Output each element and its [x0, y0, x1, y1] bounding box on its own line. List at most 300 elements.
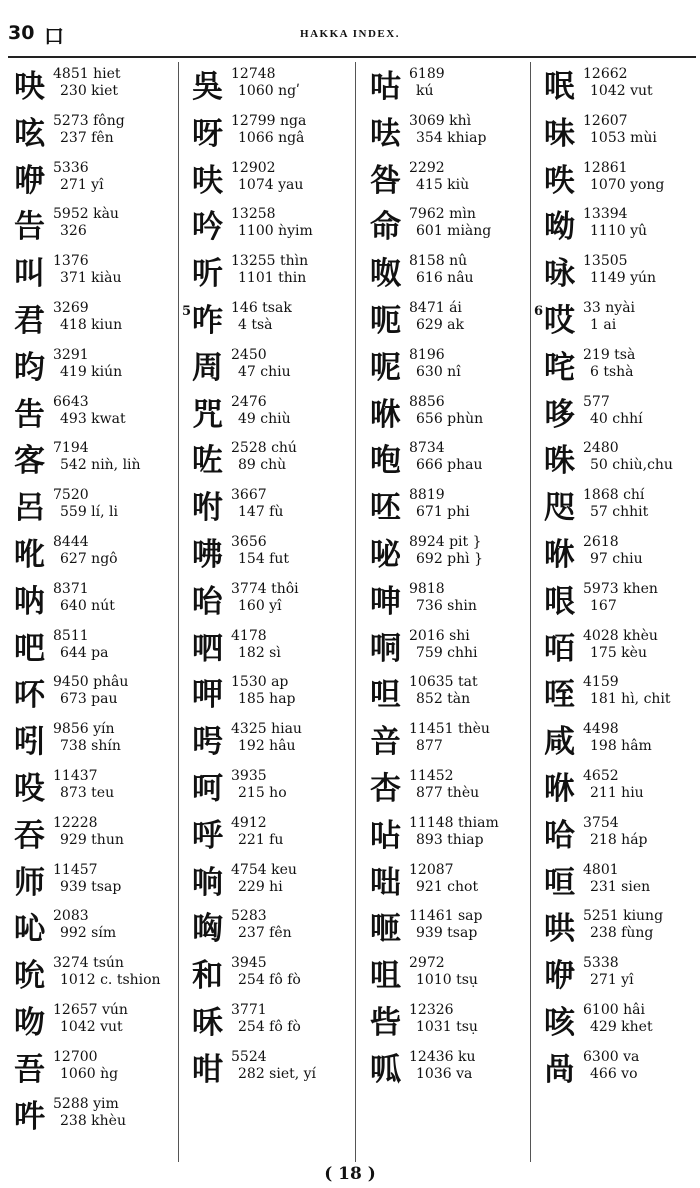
reference-line-1: 3656: [231, 533, 267, 550]
page-footer-number: ( 18 ): [324, 1164, 376, 1184]
reference-line-1: 5973 khen: [583, 580, 658, 597]
index-entry: [544, 670, 700, 717]
reference-line-1: 3945: [231, 955, 267, 972]
index-entry: [14, 951, 179, 998]
index-entry: [182, 296, 354, 343]
reference-line-2: 192 hâu: [238, 738, 296, 755]
reference-line-2: 230 kiet: [60, 83, 119, 99]
reference-line-1: 12861: [583, 159, 628, 176]
index-entry: [192, 202, 354, 249]
chinese-character: 吷: [14, 69, 45, 105]
reference-line-1: 8511: [53, 627, 89, 644]
reference-line-1: 5273 fông: [53, 112, 125, 129]
reference-line-2: 1042 vut: [60, 1018, 123, 1035]
reference-line-2: 47 chiu: [238, 363, 291, 380]
reference-line-1: 5338: [583, 955, 619, 972]
reference-line-1: 2972: [409, 955, 445, 972]
reference-line-2: 601 miàng: [416, 223, 492, 240]
reference-line-1: 4801: [583, 861, 619, 878]
index-entry: [544, 530, 700, 577]
reference-line-1: 8196: [409, 346, 445, 363]
reference-line-2: 921 chot: [416, 878, 479, 895]
index-entry: [544, 904, 700, 951]
column-divider: [530, 62, 531, 1162]
reference-line-1: 4754 keu: [231, 861, 297, 878]
reference-line-1: 4851 hiet: [53, 66, 121, 82]
chinese-character: 吾: [14, 1051, 45, 1088]
index-entry: [14, 670, 179, 717]
reference-line-1: 33 nyài: [583, 299, 636, 316]
reference-line-2: 736 shin: [416, 597, 477, 614]
index-entry: [370, 904, 530, 951]
reference-line-1: 7520: [53, 487, 89, 504]
reference-line-2: 692 phì }: [416, 550, 483, 567]
reference-line-1: 4325 hiau: [231, 721, 302, 738]
reference-line-1: 1868 chí: [583, 487, 645, 504]
index-entry: [192, 343, 354, 390]
reference-line-2: 418 kiun: [60, 316, 123, 333]
reference-line-1: 6643: [53, 393, 89, 410]
reference-line-1: 8924 pit }: [409, 533, 482, 550]
reference-line-1: 2480: [583, 440, 619, 457]
reference-line-1: 12228: [53, 814, 98, 831]
reference-line-1: 12902: [231, 159, 276, 176]
chinese-character: 呦: [544, 209, 575, 246]
chinese-character: 咈: [192, 536, 223, 573]
reference-line-1: 3754: [583, 814, 619, 831]
index-entry: [14, 156, 179, 203]
chinese-character: 咗: [192, 443, 223, 480]
index-entry: [544, 202, 700, 249]
chinese-character: 呡: [544, 69, 575, 105]
reference-line-2: 929 thun: [60, 831, 124, 848]
chinese-character: 咏: [544, 256, 575, 293]
reference-line-2: 218 háp: [590, 831, 648, 848]
reference-line-2: 221 fu: [238, 831, 284, 848]
reference-line-1: 11451 thèu: [409, 721, 490, 738]
chinese-character: 咤: [544, 349, 575, 386]
reference-line-1: 13505: [583, 253, 628, 270]
index-column-1: [14, 62, 179, 1162]
chinese-character: 哃: [370, 630, 401, 667]
index-column-2: [182, 62, 354, 1162]
reference-line-1: 2016 shi: [409, 627, 470, 644]
index-entry: [370, 624, 530, 671]
reference-line-2: 1 ai: [590, 316, 617, 333]
chinese-character: 杏: [370, 770, 401, 807]
reference-line-2: 630 nî: [416, 363, 461, 380]
index-entry: [544, 390, 700, 437]
reference-line-2: 1074 yau: [238, 176, 304, 193]
page-number: 30: [8, 22, 35, 44]
reference-line-2: 629 ak: [416, 316, 465, 333]
reference-line-1: 12326: [409, 1001, 454, 1018]
reference-line-2: 992 sím: [60, 925, 117, 942]
reference-line-1: 12436 ku: [409, 1048, 476, 1065]
reference-line-2: 1010 tsụ: [416, 972, 478, 989]
reference-line-2: 6 tshà: [590, 363, 634, 380]
reference-line-2: 57 chhit: [590, 504, 649, 521]
chinese-character: 咂: [370, 911, 401, 948]
chinese-character: 命: [370, 209, 401, 246]
index-entry: [14, 390, 179, 437]
reference-line-2: 237 fên: [238, 925, 292, 942]
reference-line-2: 627 ngô: [60, 550, 118, 567]
index-entry: [192, 998, 354, 1045]
reference-line-2: 371 kiàu: [60, 270, 122, 287]
chinese-character: 吳: [192, 69, 223, 105]
reference-line-1: 11148 thiam: [409, 814, 499, 831]
chinese-character: 哆: [544, 396, 575, 433]
reference-line-2: 238 khèu: [60, 1112, 126, 1129]
reference-line-1: 7962 mìn: [409, 206, 476, 223]
reference-line-2: 40 chhí: [590, 410, 643, 427]
index-entry: [192, 764, 354, 811]
reference-line-2: 1110 yû: [590, 223, 648, 240]
reference-line-2: 759 chhi: [416, 644, 478, 661]
index-column-4: [534, 62, 700, 1162]
index-entry: [544, 858, 700, 905]
chinese-character: 呹: [544, 162, 575, 199]
chinese-character: 周: [192, 349, 223, 386]
reference-line-2: 147 fù: [238, 504, 284, 521]
reference-line-1: 5952 kàu: [53, 206, 119, 223]
reference-line-1: 146 tsak: [231, 299, 292, 316]
index-entry: [370, 951, 530, 998]
index-entry: [544, 764, 700, 811]
chinese-character: 君: [14, 302, 45, 339]
reference-line-1: 10635 tat: [409, 674, 478, 691]
index-entry: [14, 998, 179, 1045]
reference-line-1: 3269: [53, 299, 89, 316]
reference-line-1: 13255 thìn: [231, 253, 309, 270]
reference-line-2: 493 kwat: [60, 410, 126, 427]
index-entry: [370, 296, 530, 343]
index-entry: [534, 296, 700, 343]
chinese-character: 咄: [370, 864, 401, 901]
reference-line-2: 939 tsap: [416, 925, 478, 942]
index-entry: [544, 343, 700, 390]
reference-line-1: 5524: [231, 1048, 267, 1065]
reference-line-2: 893 thiap: [416, 831, 484, 848]
chinese-character: 呵: [192, 770, 223, 807]
chinese-character: 哅: [192, 911, 223, 948]
reference-line-1: 12087: [409, 861, 454, 878]
page-header: [0, 0, 700, 58]
reference-line-1: 6300 va: [583, 1048, 640, 1065]
reference-line-2: 429 khet: [590, 1018, 653, 1035]
reference-line-1: 6100 hâi: [583, 1001, 645, 1018]
reference-line-1: 13394: [583, 206, 628, 223]
index-entry: [192, 670, 354, 717]
reference-line-2: 852 tàn: [416, 691, 471, 708]
chinese-character: 咫: [544, 490, 575, 527]
page-title: HAKKA INDEX.: [300, 28, 400, 40]
chinese-character: 咀: [370, 958, 401, 995]
chinese-character: 味: [544, 115, 575, 152]
index-entry: [192, 624, 354, 671]
index-entry: [370, 483, 530, 530]
column-divider: [355, 62, 356, 1162]
index-entry: [370, 577, 530, 624]
chinese-character: 呾: [370, 677, 401, 714]
reference-line-1: 11437: [53, 767, 98, 784]
reference-line-1: 8856: [409, 393, 445, 410]
chinese-character: 呻: [370, 583, 401, 620]
index-entry: [14, 811, 179, 858]
reference-line-1: 4178: [231, 627, 267, 644]
chinese-character: 呶: [370, 256, 401, 293]
reference-line-1: 3774 thôi: [231, 580, 299, 597]
reference-line-2: 415 kiù: [416, 176, 470, 193]
reference-line-2: kú: [416, 83, 434, 99]
index-entry: [14, 436, 179, 483]
index-entry: [14, 764, 179, 811]
reference-line-1: 13258: [231, 206, 276, 223]
index-entry: [544, 717, 700, 764]
reference-line-2: 89 chù: [238, 457, 287, 474]
reference-line-2: 238 fùng: [590, 925, 654, 942]
chinese-character: 哈: [544, 817, 575, 854]
reference-line-1: 5283: [231, 908, 267, 925]
index-entry: [370, 156, 530, 203]
reference-line-2: 271 yî: [590, 972, 634, 989]
chinese-character: 吟: [192, 209, 223, 246]
index-entry: [370, 249, 530, 296]
index-entry: [192, 390, 354, 437]
index-entry: [544, 109, 700, 156]
index-entry: [14, 577, 179, 624]
chinese-character: 呼: [192, 817, 223, 854]
index-entry: [370, 530, 530, 577]
reference-line-1: 8371: [53, 580, 89, 597]
chinese-character: 呸: [370, 490, 401, 527]
reference-line-1: 11461 sap: [409, 908, 483, 925]
reference-line-2: 50 chiù,chu: [590, 457, 673, 474]
reference-line-2: 326: [60, 223, 87, 240]
reference-line-2: 254 fô fò: [238, 972, 301, 989]
chinese-character: 吺: [14, 770, 45, 807]
index-entry: [14, 296, 179, 343]
index-entry: [14, 62, 179, 109]
index-entry: [370, 998, 530, 1045]
chinese-character: 咋: [192, 302, 223, 339]
index-entry: [14, 904, 179, 951]
reference-line-1: 2292: [409, 159, 445, 176]
reference-line-1: 577: [583, 393, 610, 410]
reference-line-2: 282 siet, yí: [238, 1065, 317, 1082]
chinese-character: 吮: [14, 958, 45, 995]
chinese-character: 呰: [370, 1004, 401, 1041]
index-entry: [370, 717, 530, 764]
reference-line-1: 11452: [409, 767, 454, 784]
chinese-character: 吲: [14, 724, 45, 761]
reference-line-2: 211 hiu: [590, 784, 644, 801]
chinese-character: 吣: [14, 911, 45, 948]
chinese-character: 咺: [544, 864, 575, 901]
index-entry: [14, 624, 179, 671]
index-entry: [192, 904, 354, 951]
reference-line-2: 1100 ǹyim: [238, 223, 313, 240]
reference-line-1: 3069 khì: [409, 112, 472, 129]
index-entry: [544, 624, 700, 671]
reference-line-1: 4652: [583, 767, 619, 784]
index-entry: [14, 202, 179, 249]
index-entry: [14, 1092, 179, 1139]
reference-line-2: 167: [590, 597, 617, 614]
reference-line-1: 4912: [231, 814, 267, 831]
chinese-character: 呫: [370, 817, 401, 854]
chinese-character: 听: [192, 256, 223, 293]
reference-line-2: 877 thèu: [416, 784, 480, 801]
reference-line-1: 4498: [583, 721, 619, 738]
reference-line-2: 154 fut: [238, 550, 289, 567]
chinese-character: 吥: [14, 677, 45, 714]
chinese-character: 呺: [192, 724, 223, 761]
reference-line-2: 4 tsà: [238, 316, 273, 333]
reference-line-2: 1031 tsụ: [416, 1018, 478, 1035]
reference-line-2: 1101 thin: [238, 270, 307, 287]
index-entry: [14, 1045, 179, 1092]
reference-line-1: 4028 khèu: [583, 627, 658, 644]
reference-line-2: 1053 mùi: [590, 129, 657, 146]
reference-line-2: 877: [416, 738, 443, 755]
reference-line-1: 219 tsà: [583, 346, 636, 363]
chinese-character: 咻: [370, 396, 401, 433]
index-column-3: [370, 62, 530, 1162]
reference-line-1: 12748: [231, 66, 276, 82]
reference-line-1: 8444: [53, 533, 89, 550]
reference-line-1: 8158 nû: [409, 253, 468, 270]
reference-line-2: 97 chiu: [590, 550, 643, 567]
chinese-character: 呟: [14, 115, 45, 152]
chinese-character: 吞: [14, 817, 45, 854]
reference-line-2: 1149 yún: [590, 270, 657, 287]
chinese-character: 吧: [14, 630, 45, 667]
reference-line-1: 7194: [53, 440, 89, 457]
reference-line-1: 12799 nga: [231, 112, 307, 129]
reference-line-2: 185 hap: [238, 691, 296, 708]
index-entry: [192, 249, 354, 296]
chinese-character: 咳: [544, 1004, 575, 1041]
chinese-character: 呷: [192, 677, 223, 714]
reference-line-1: 3274 tsún: [53, 955, 124, 972]
index-entry: [370, 390, 530, 437]
reference-line-2: 231 sien: [590, 878, 651, 895]
reference-line-2: 559 lí, li: [60, 504, 118, 521]
reference-line-2: 1070 yong: [590, 176, 665, 193]
reference-line-1: 3291: [53, 346, 89, 363]
reference-line-2: 738 shín: [60, 738, 121, 755]
chinese-character: 呿: [370, 115, 401, 152]
index-entry: [192, 1045, 354, 1092]
index-entry: [544, 577, 700, 624]
reference-line-2: 873 teu: [60, 784, 115, 801]
chinese-character: 咼: [544, 1051, 575, 1088]
index-entry: [14, 483, 179, 530]
index-entry: [192, 858, 354, 905]
reference-line-2: 49 chiù: [238, 410, 291, 427]
chinese-character: 客: [14, 443, 45, 480]
reference-line-2: 1042 vut: [590, 83, 653, 99]
chinese-character: 哏: [544, 583, 575, 620]
reference-line-2: 1060 ngʹ: [238, 83, 300, 99]
chinese-character: 呂: [14, 490, 45, 527]
chinese-character: 咿: [544, 958, 575, 995]
chinese-character: 师: [14, 864, 45, 901]
reference-line-1: 12662: [583, 66, 628, 82]
index-entry: [544, 998, 700, 1045]
reference-line-2: 160 yî: [238, 597, 282, 614]
index-entry: [14, 858, 179, 905]
index-entry: [370, 1045, 530, 1092]
reference-line-2: 181 hì, chit: [590, 691, 671, 708]
index-entry: [370, 670, 530, 717]
reference-line-2: 237 fên: [60, 129, 114, 146]
reference-line-1: 12657 vún: [53, 1001, 128, 1018]
reference-line-2: 229 hi: [238, 878, 283, 895]
reference-line-2: 671 phi: [416, 504, 470, 521]
chinese-character: 咸: [544, 724, 575, 761]
chinese-character: 咎: [370, 162, 401, 199]
reference-line-2: 542 niǹ, liǹ: [60, 457, 141, 474]
reference-line-2: 616 nâu: [416, 270, 474, 287]
chinese-character: 响: [192, 864, 223, 901]
index-entry: [192, 530, 354, 577]
chinese-character: 咍: [192, 583, 223, 620]
index-entry: [370, 764, 530, 811]
index-entry: [14, 249, 179, 296]
chinese-character: 呬: [192, 630, 223, 667]
reference-line-1: 1376: [53, 253, 89, 270]
index-entry: [370, 858, 530, 905]
reference-line-1: 9450 phâu: [53, 674, 129, 691]
reference-line-2: 673 pau: [60, 691, 118, 708]
index-entry: [544, 811, 700, 858]
reference-line-2: 666 phau: [416, 457, 483, 474]
reference-line-2: 939 tsap: [60, 878, 122, 895]
reference-line-1: 8734: [409, 440, 445, 457]
index-entry: [192, 436, 354, 483]
reference-line-1: 2528 chú: [231, 440, 297, 457]
reference-line-2: 419 kiún: [60, 363, 123, 380]
reference-line-2: 215 ho: [238, 784, 287, 801]
chinese-character: 咥: [544, 677, 575, 714]
chinese-character: 呀: [192, 115, 223, 152]
chinese-character: 告: [14, 209, 45, 246]
index-entry: [544, 1045, 700, 1092]
chinese-character: 哎: [544, 302, 575, 339]
chinese-character: 吪: [14, 536, 45, 573]
reference-line-2: 1066 ngâ: [238, 129, 305, 146]
index-entry: [14, 717, 179, 764]
chinese-character: 咿: [14, 162, 45, 199]
reference-line-1: 2450: [231, 346, 267, 363]
chinese-character: 咮: [544, 443, 575, 480]
reference-line-1: 3771: [231, 1001, 267, 1018]
reference-line-1: 5288 yim: [53, 1095, 119, 1112]
chinese-character: 咕: [370, 69, 401, 105]
chinese-character: 和: [192, 958, 223, 995]
stroke-count-marker: 5: [182, 303, 192, 319]
index-entry: [192, 577, 354, 624]
reference-line-2: 656 phùn: [416, 410, 484, 427]
chinese-character: 昀: [14, 349, 45, 386]
reference-line-2: 644 pa: [60, 644, 109, 661]
index-entry: [192, 109, 354, 156]
index-entry: [370, 62, 530, 109]
chinese-character: 咁: [192, 1051, 223, 1088]
